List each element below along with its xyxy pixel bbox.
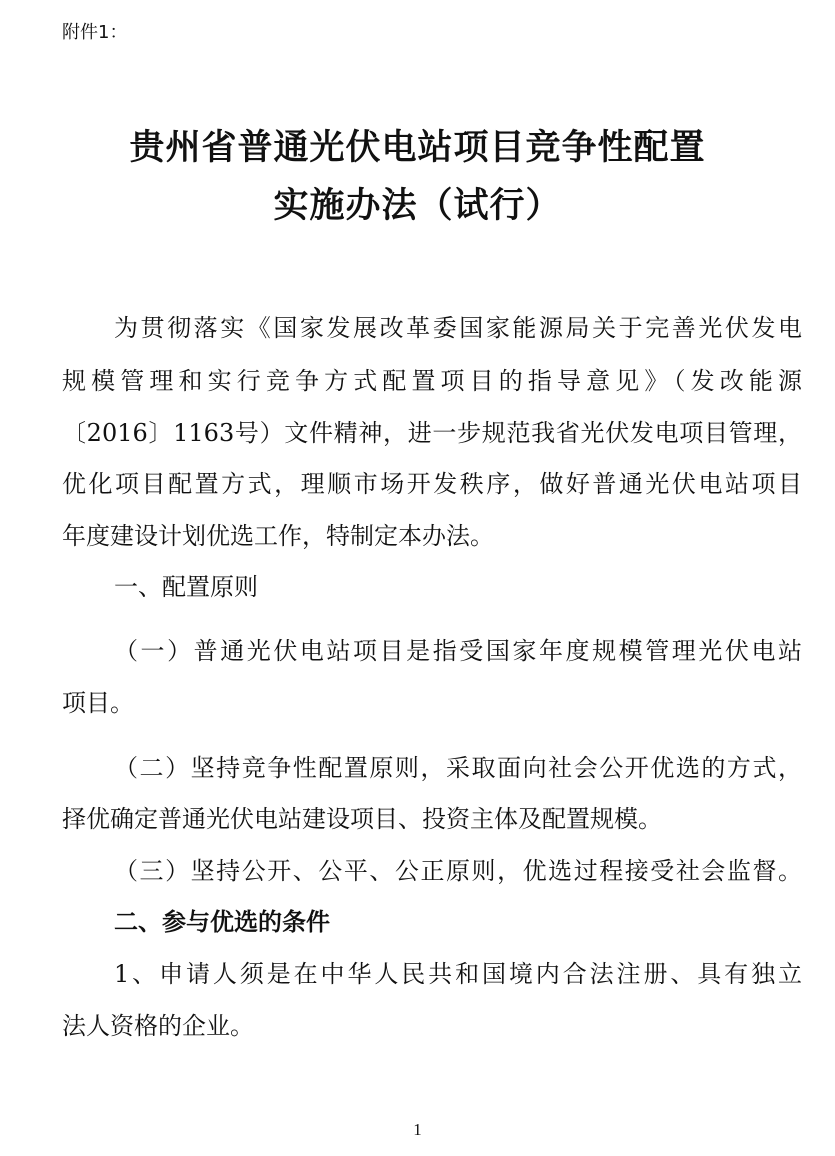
paragraph-line: 项目。 (62, 689, 134, 717)
document-title-line-2: 实施办法（试行） (273, 186, 562, 226)
paragraph-line: （一）普通光伏电站项目是指受国家年度规模管理光伏电站 (114, 637, 802, 665)
paragraph-line: （三）坚持公开、公平、公正原则，优选过程接受社会监督。 (114, 857, 802, 885)
paragraph-line: 1、申请人须是在中华人民共和国境内合法注册、具有独立 (114, 960, 802, 988)
paragraph-line: 优化项目配置方式，理顺市场开发秩序，做好普通光伏电站项目 (62, 470, 802, 498)
paragraph-line: 年度建设计划优选工作，特制定本办法。 (62, 522, 494, 550)
section-heading-1: 一、配置原则 (114, 573, 258, 601)
document-title-line-1: 贵州省普通光伏电站项目竞争性配置 (129, 128, 706, 168)
paragraph-line: 择优确定普通光伏电站建设项目、投资主体及配置规模。 (62, 805, 662, 833)
attachment-label: 附件1： (62, 22, 128, 43)
page-number: 1 (413, 1120, 422, 1139)
paragraph-line: （二）坚持竞争性配置原则，采取面向社会公开优选的方式， (114, 754, 802, 782)
section-heading-2: 二、参与优选的条件 (114, 908, 330, 936)
paragraph-line: 为贯彻落实《国家发展改革委国家能源局关于完善光伏发电 (114, 314, 802, 342)
paragraph-line: 〔2016〕1163号）文件精神，进一步规范我省光伏发电项目管理， (62, 419, 802, 447)
paragraph-line: 规模管理和实行竞争方式配置项目的指导意见》（发改能源 (62, 367, 802, 395)
paragraph-line: 法人资格的企业。 (62, 1012, 254, 1040)
